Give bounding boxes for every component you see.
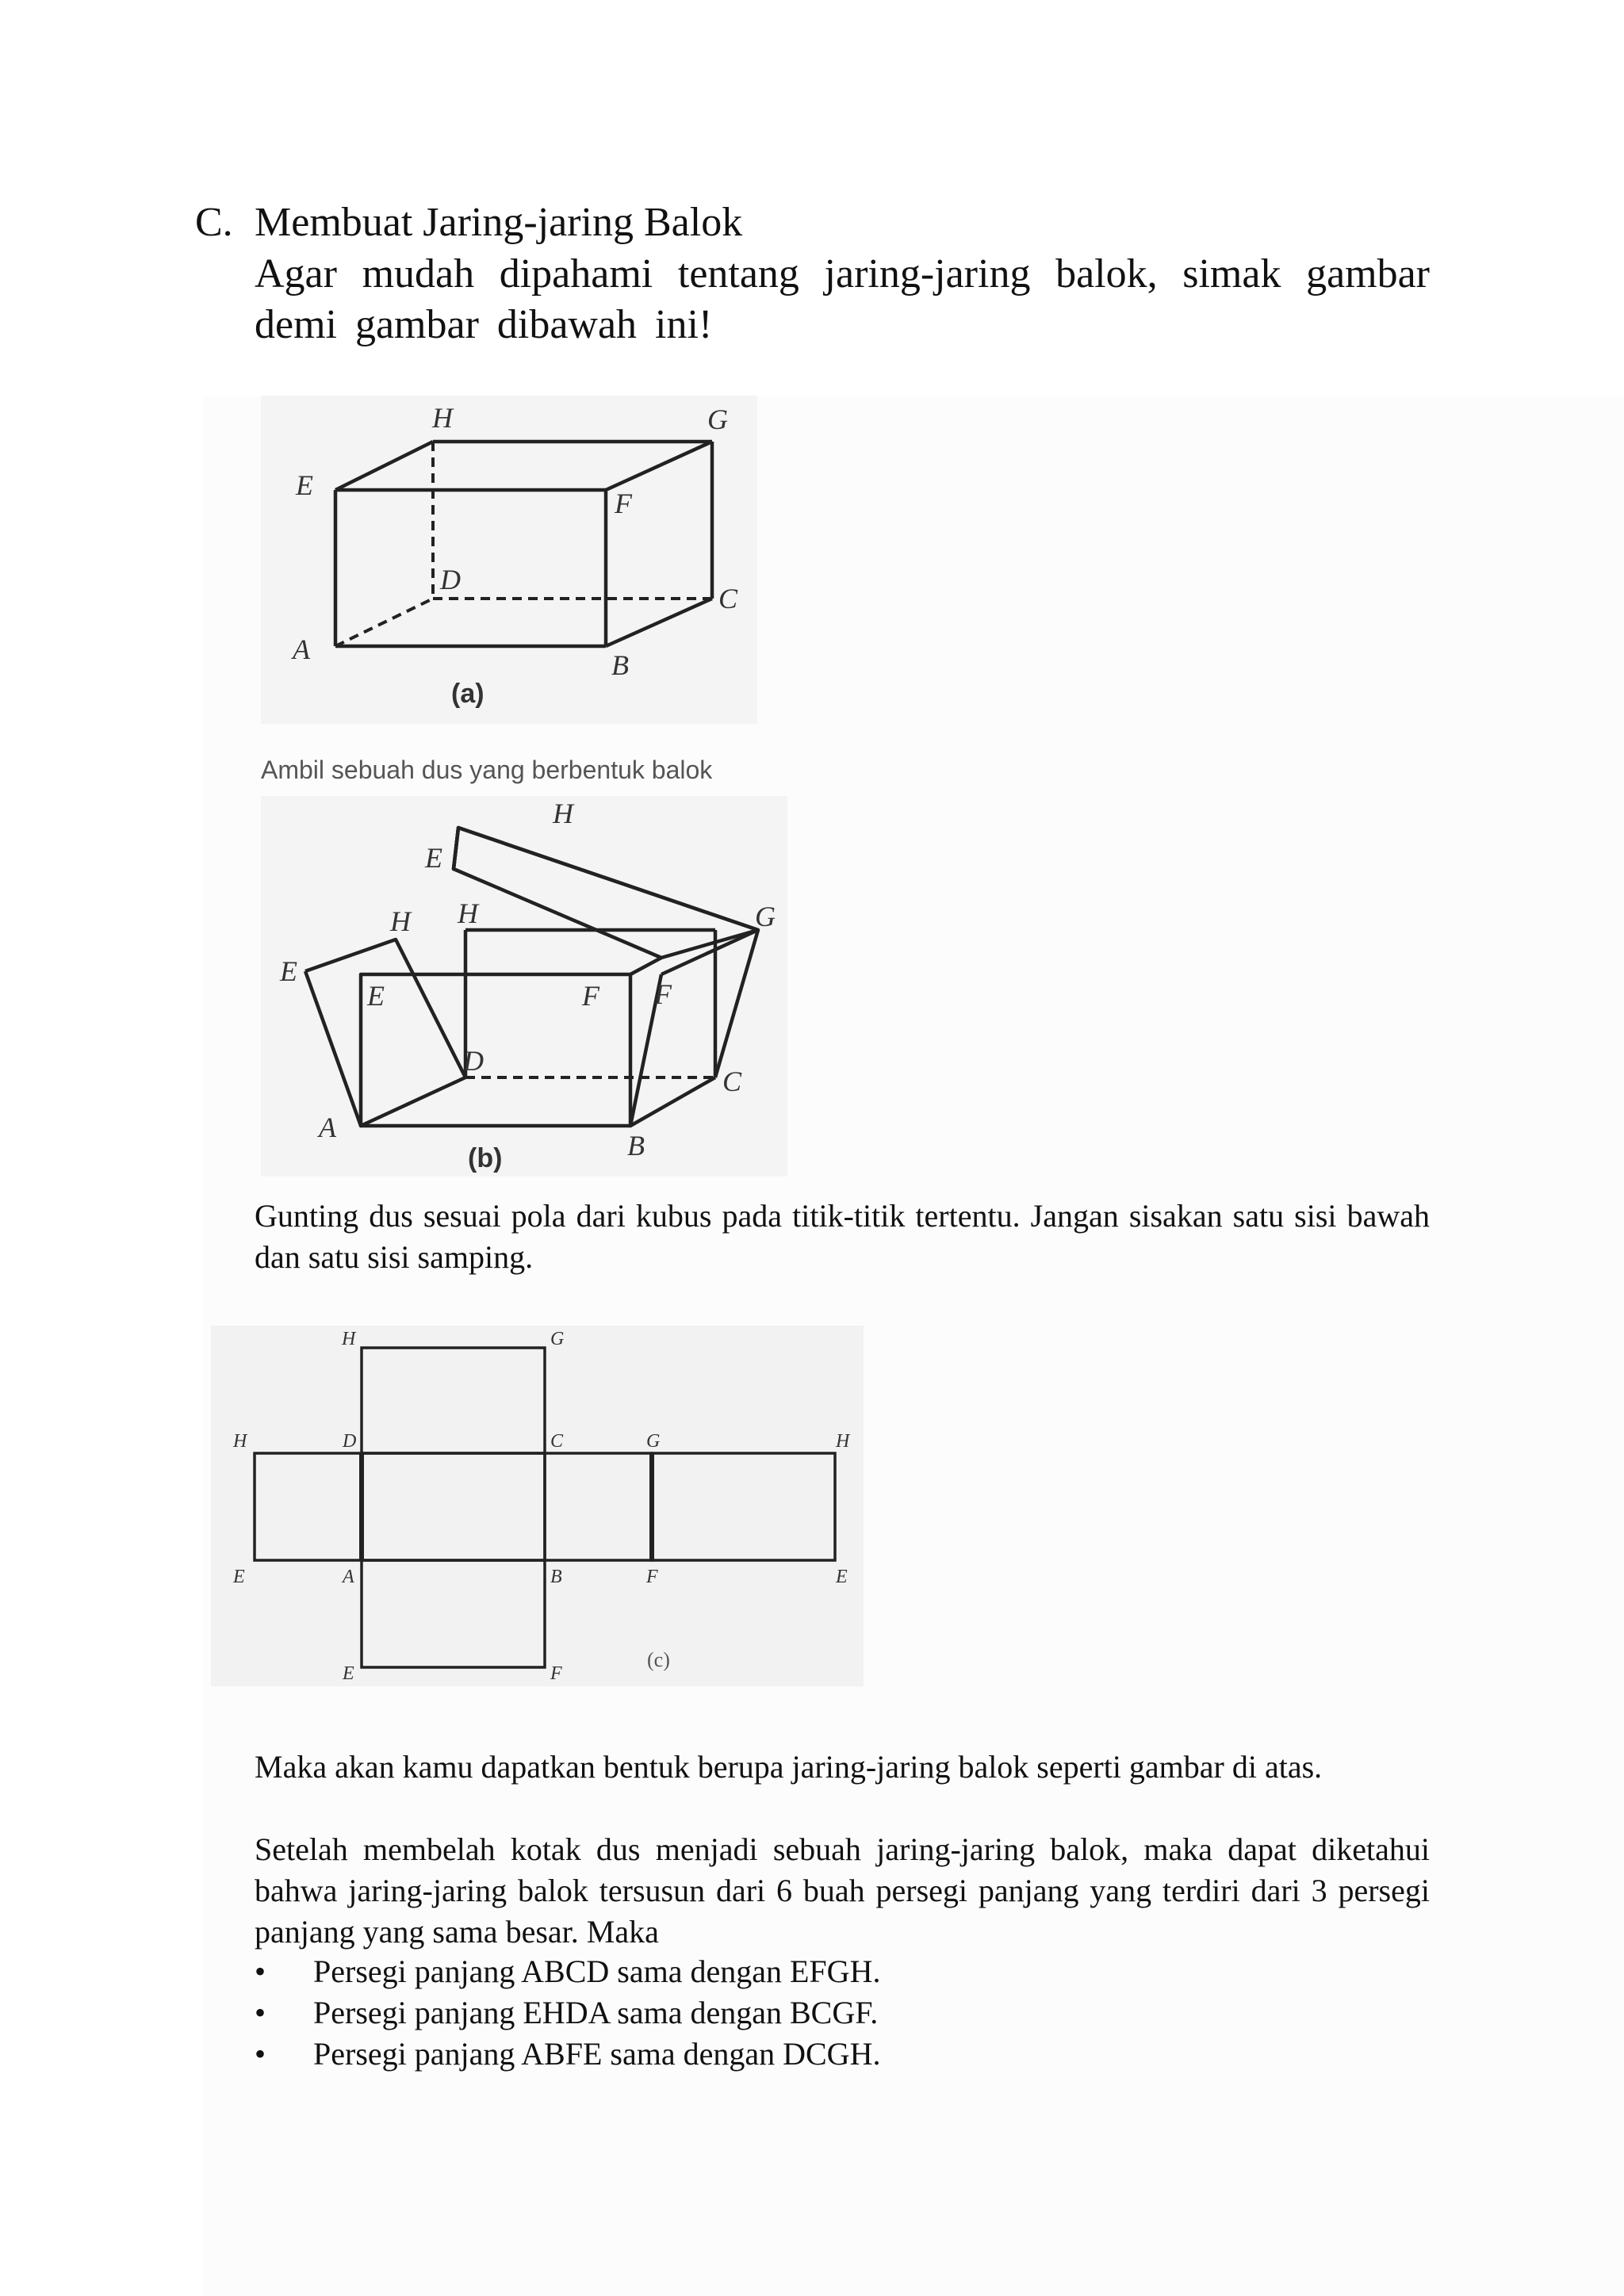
label-H-left: H bbox=[390, 905, 411, 937]
face-far-right-GHEF bbox=[652, 1453, 835, 1560]
label-C: C bbox=[718, 583, 738, 614]
label-F: F bbox=[646, 1567, 658, 1587]
label-G: G bbox=[707, 404, 728, 435]
edge-HG-top bbox=[458, 828, 758, 930]
label-H-top: H bbox=[553, 798, 573, 829]
label-F-inner: F bbox=[582, 980, 599, 1012]
label-G-top: G bbox=[550, 1329, 565, 1349]
label-A: A bbox=[319, 1112, 336, 1143]
edge-FG bbox=[606, 442, 712, 490]
label-D: D bbox=[463, 1045, 484, 1077]
label-H-top: H bbox=[342, 1329, 356, 1349]
face-bottom-ABFE bbox=[362, 1560, 545, 1667]
label-B: B bbox=[550, 1567, 562, 1587]
label-G: G bbox=[646, 1431, 661, 1452]
figure-b-tag: (b) bbox=[468, 1143, 503, 1173]
label-F: F bbox=[615, 488, 632, 519]
label-E-right: E bbox=[836, 1567, 848, 1587]
edge-EH bbox=[335, 442, 433, 490]
label-E-top: E bbox=[425, 842, 442, 874]
face-right-CGFB bbox=[545, 1453, 652, 1560]
label-D: D bbox=[440, 564, 461, 595]
edge-BC bbox=[630, 1077, 715, 1126]
figure-a-tag: (a) bbox=[451, 679, 485, 709]
label-F-right: F bbox=[654, 978, 672, 1010]
section-letter: C. bbox=[195, 200, 233, 245]
label-E-bottom: E bbox=[343, 1663, 354, 1684]
figure-b-opened-box bbox=[261, 796, 787, 1177]
label-C: C bbox=[722, 1066, 742, 1097]
figure-c-cuboid-net bbox=[211, 1326, 864, 1686]
label-H: H bbox=[432, 402, 453, 434]
label-H-left: H bbox=[233, 1431, 247, 1452]
paragraph-setelah: Setelah membelah kotak dus menjadi sebuah jaring-jaring balok, maka dapat diketahui bahwa jaring-jaring balok tersusun dari 6 buah persegi panjang yang terdiri dari 3 persegi panjang yang sama besar. Maka bbox=[255, 1831, 1430, 1950]
label-H-right: H bbox=[836, 1431, 850, 1452]
label-E: E bbox=[296, 469, 313, 501]
edge-F-corner bbox=[630, 958, 661, 974]
label-E-left: E bbox=[280, 955, 297, 987]
figure-a-caption: Ambil sebuah dus yang berbentuk balok bbox=[261, 756, 713, 784]
section-heading bbox=[195, 197, 742, 249]
paragraph-gunting: Gunting dus sesuai pola dari kubus pada titik-titik tertentu. Jangan sisakan satu sisi bawah dan satu sisi samping. bbox=[255, 1198, 1430, 1275]
edge-AD-hidden bbox=[335, 599, 433, 646]
intro-paragraph: Agar mudah dipahami tentang jaring-jaring balok, simak gambar demi gambar dibawah ini! bbox=[255, 251, 1430, 347]
face-left-HDAE bbox=[255, 1453, 362, 1560]
paragraph-maka: Maka akan kamu dapatkan bentuk berupa jaring-jaring balok seperti gambar di atas. bbox=[255, 1749, 1323, 1785]
edge-BC bbox=[606, 599, 712, 646]
label-D: D bbox=[343, 1431, 357, 1452]
label-G: G bbox=[755, 901, 776, 932]
label-B: B bbox=[611, 649, 629, 681]
label-E-inner: E bbox=[367, 980, 385, 1012]
figure-c-drawing bbox=[211, 1326, 864, 1686]
equal-faces-list bbox=[255, 1951, 880, 2075]
figure-b-drawing bbox=[261, 796, 787, 1177]
list-item: • Persegi panjang ABFE sama dengan DCGH. bbox=[255, 2034, 880, 2075]
figure-a-cuboid bbox=[261, 396, 757, 724]
face-top-HGCD bbox=[362, 1348, 545, 1453]
edge-GC-right bbox=[715, 930, 758, 1077]
label-A: A bbox=[343, 1567, 354, 1587]
figure-c-tag: (c) bbox=[647, 1648, 670, 1671]
face-top-flap bbox=[454, 828, 758, 958]
face-left-flap bbox=[305, 939, 465, 1126]
list-item: • Persegi panjang ABCD sama dengan EFGH. bbox=[255, 1951, 880, 1992]
list-item: • Persegi panjang EHDA sama dengan BCGF. bbox=[255, 1992, 880, 2034]
section-title: Membuat Jaring-jaring Balok bbox=[255, 200, 743, 245]
label-H-mid: H bbox=[458, 897, 478, 929]
label-E-left: E bbox=[233, 1567, 245, 1587]
face-center-DCBA bbox=[362, 1453, 545, 1560]
label-F-bottom: F bbox=[550, 1663, 562, 1684]
figure-a-drawing bbox=[261, 396, 757, 724]
edge-EH-flap bbox=[454, 828, 458, 869]
label-B: B bbox=[627, 1130, 645, 1161]
label-A: A bbox=[293, 633, 310, 665]
label-C: C bbox=[550, 1431, 564, 1452]
